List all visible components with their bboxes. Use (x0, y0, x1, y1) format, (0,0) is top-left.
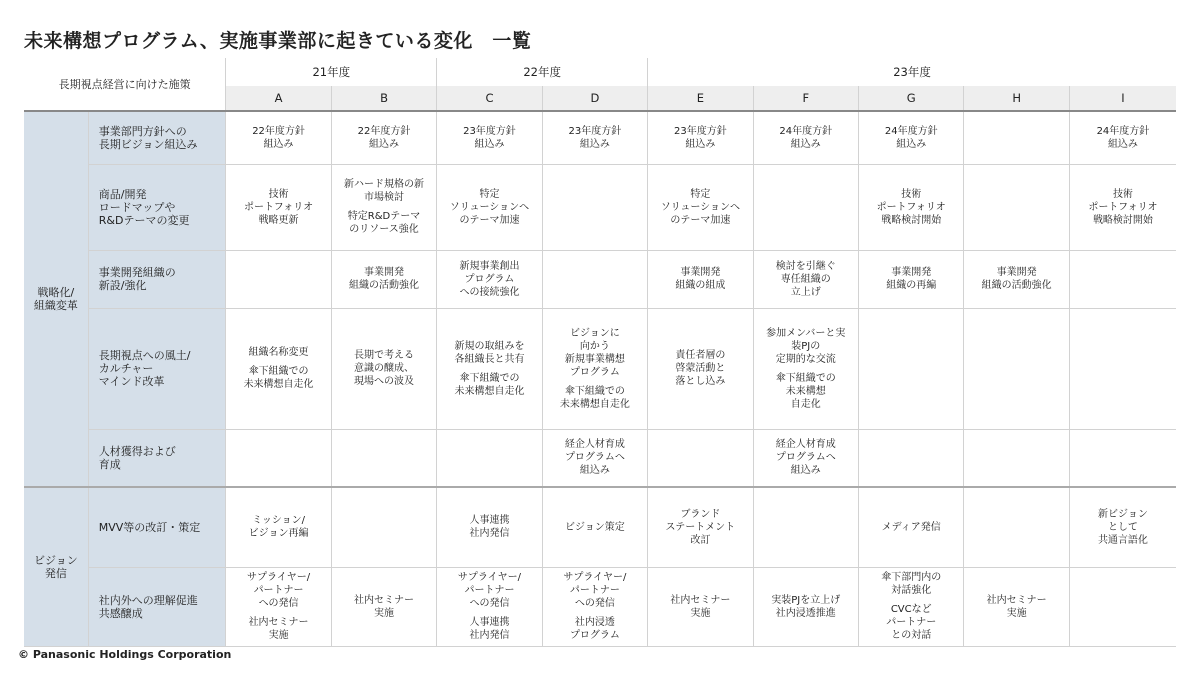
copyright-footer: © Panasonic Holdings Corporation (18, 648, 232, 661)
cell-text: 事業開発 組織の再編 (886, 267, 937, 291)
table-cell-f (753, 487, 858, 567)
cell-text: ビジョン策定 (564, 521, 625, 533)
change-summary-table (24, 58, 1176, 647)
page-title: 未来構想プログラム、実施事業部に起きている変化 一覧 (24, 30, 532, 52)
table-cell-b (331, 308, 436, 429)
table-cell-g (859, 250, 964, 308)
table-cell-f (753, 250, 858, 308)
table-cell-f (753, 429, 858, 487)
cell-text: 人事連携 社内発信 (469, 617, 510, 641)
cell-text: 特定R&Dテーマ のリソース強化 (347, 211, 421, 235)
table-cell-h (964, 164, 1069, 250)
cell-text: 23年度方針 組込み (673, 125, 727, 150)
cell-text: 事業開発 組織の活動強化 (349, 267, 419, 291)
table-cell-g (859, 164, 964, 250)
table-cell-g (859, 429, 964, 487)
table-cell-d (542, 429, 647, 487)
row-label: 商品/開発 ロードマップや R&Dテーマの変更 (98, 187, 190, 227)
cell-text: 傘下組織での 未来構想自走化 (559, 385, 630, 410)
cell-text: 23年度方針 組込み (463, 125, 516, 150)
cell-text: 実装PJを立上げ 社内浸透推進 (771, 594, 841, 619)
table-row (24, 429, 1176, 487)
table-cell-a (226, 567, 331, 646)
table-cell-c (437, 487, 542, 567)
table-cell-e (648, 487, 753, 567)
policy-header: 長期視点経営に向けた施策 (24, 58, 226, 111)
table-cell-b (331, 111, 436, 164)
cell-text: 社内セミナー 実施 (670, 594, 731, 619)
table-cell-h (964, 567, 1069, 646)
cell-text: 22年度方針 組込み (252, 125, 305, 150)
table-cell-g (859, 308, 964, 429)
column-header-d: D (542, 86, 647, 111)
cell-text: 新ビジョン として 共通言語化 (1097, 508, 1148, 546)
column-header-g: G (859, 86, 964, 111)
table-cell-a (226, 308, 331, 429)
cell-text: 傘下組織での 未来構想自走化 (243, 366, 314, 390)
cell-text: サプライヤー/ パートナー への発信 (563, 572, 627, 609)
cell-text: 傘下部門内の 対話強化 (881, 572, 942, 596)
year-header-23: 23年度 (648, 58, 1176, 86)
cell-text: ブランド ステートメント 改訂 (665, 508, 736, 546)
category-label: 戦略化/ 組織変革 (33, 286, 78, 312)
table-row (24, 250, 1176, 308)
table-cell-e (648, 429, 753, 487)
row-label-cell (88, 567, 226, 646)
cell-text: 検討を引継ぐ 専任組織の 立上げ (775, 260, 836, 298)
cell-text: 社内浸透 プログラム (569, 617, 620, 641)
category-label: ビジョン 発信 (33, 553, 78, 580)
table-cell-c (437, 429, 542, 487)
table-cell-e (648, 308, 753, 429)
table-cell-c (437, 111, 542, 164)
cell-text: 技術 ポートフォリオ 戦略更新 (244, 188, 314, 226)
table-cell-c (437, 567, 542, 646)
cell-text: 傘下組織での 未来構想自走化 (454, 372, 525, 397)
row-label: 人材獲得および 育成 (98, 444, 176, 471)
column-header-a: A (226, 86, 331, 111)
table-cell-e (648, 250, 753, 308)
cell-text: 社内セミナー 実施 (986, 594, 1047, 619)
table-body (24, 111, 1176, 646)
row-label: 事業部門方針への 長期ビジョン組込み (98, 124, 198, 151)
cell-text: サプライヤー/ パートナー への発信 (247, 572, 311, 609)
table-cell-i (1069, 164, 1176, 250)
cell-text: 経企人材育成 プログラムへ 組込み (775, 439, 836, 477)
cell-text: 特定 ソリューションへ のテーマ加速 (660, 188, 740, 226)
table-cell-d (542, 567, 647, 646)
table-cell-f (753, 111, 858, 164)
column-header-b: B (331, 86, 436, 111)
table-cell-i (1069, 567, 1176, 646)
cell-text: 参加メンバーと実 装PJの 定期的な交流 (766, 327, 846, 365)
cell-text: 24年度方針 組込み (884, 125, 938, 150)
column-header-h: H (964, 86, 1069, 111)
table-cell-c (437, 164, 542, 250)
table-cell-e (648, 164, 753, 250)
row-label-cell (88, 250, 226, 308)
table-cell-h (964, 487, 1069, 567)
table-cell-f (753, 308, 858, 429)
table-cell-b (331, 164, 436, 250)
table-cell-i (1069, 111, 1176, 164)
table-cell-g (859, 567, 964, 646)
table-cell-i (1069, 308, 1176, 429)
table-cell-a (226, 250, 331, 308)
cell-text: 傘下組織での 未来構想 自走化 (775, 372, 836, 410)
table-row (24, 308, 1176, 429)
table-cell-d (542, 487, 647, 567)
cell-text: 24年度方針 組込み (779, 125, 833, 150)
column-header-f: F (753, 86, 858, 111)
row-label: 社内外への理解促進 共感醸成 (98, 593, 198, 620)
column-header-c: C (437, 86, 542, 111)
cell-text: 技術 ポートフォリオ 戦略検討開始 (1088, 188, 1158, 226)
table-cell-b (331, 487, 436, 567)
table-cell-i (1069, 487, 1176, 567)
table-cell-h (964, 308, 1069, 429)
row-label-cell (88, 164, 226, 250)
year-header-21: 21年度 (226, 58, 437, 86)
table-cell-d (542, 250, 647, 308)
table-cell-c (437, 250, 542, 308)
cell-text: 事業開発 組織の活動強化 (981, 267, 1052, 291)
cell-text: 責任者層の 啓蒙活動と 落とし込み (675, 350, 726, 387)
cell-text: 社内セミナー 実施 (354, 594, 414, 619)
cell-text: 23年度方針 組込み (568, 125, 622, 150)
cell-text: 人事連携 社内発信 (469, 515, 510, 540)
table-cell-d (542, 111, 647, 164)
table-cell-b (331, 429, 436, 487)
table-cell-c (437, 308, 542, 429)
row-label-cell (88, 429, 226, 487)
category-cell-vision (24, 487, 88, 646)
cell-text: 新規の取組みを 各組織長と共有 (454, 340, 525, 365)
cell-text: CVCなど パートナー との対話 (886, 604, 937, 641)
cell-text: 長期で考える 意識の醸成、 現場への波及 (354, 350, 414, 387)
table-cell-e (648, 567, 753, 646)
table-cell-f (753, 164, 858, 250)
header-year-row (24, 58, 1176, 86)
table-row (24, 164, 1176, 250)
row-label-cell (88, 487, 226, 567)
cell-text: 22年度方針 組込み (357, 125, 411, 150)
cell-text: 技術 ポートフォリオ 戦略検討開始 (876, 188, 946, 226)
table-cell-h (964, 111, 1069, 164)
row-label: MVV等の改訂・策定 (98, 520, 201, 534)
cell-text: 24年度方針 組込み (1096, 125, 1150, 150)
table-cell-f (753, 567, 858, 646)
table-cell-i (1069, 429, 1176, 487)
column-header-e: E (648, 86, 753, 111)
table-cell-b (331, 567, 436, 646)
cell-text: 社内セミナー 実施 (248, 617, 309, 641)
table-cell-a (226, 487, 331, 567)
table-cell-h (964, 429, 1069, 487)
table-cell-d (542, 308, 647, 429)
table-row (24, 111, 1176, 164)
cell-text: 経企人材育成 プログラムへ 組込み (564, 439, 625, 477)
row-label-cell (88, 308, 226, 429)
table-cell-g (859, 111, 964, 164)
cell-text: 事業開発 組織の組成 (675, 267, 726, 291)
table-row (24, 567, 1176, 646)
table-cell-b (331, 250, 436, 308)
cell-text: 新規事業創出 プログラム への接続強化 (459, 260, 520, 298)
table-cell-h (964, 250, 1069, 308)
category-cell-strategy (24, 111, 88, 487)
row-label: 長期視点への風土/ カルチャー マインド改革 (98, 349, 191, 388)
table-cell-d (542, 164, 647, 250)
table-cell-a (226, 429, 331, 487)
table-cell-e (648, 111, 753, 164)
cell-text: 特定 ソリューションへ のテーマ加速 (449, 188, 530, 226)
table-cell-a (226, 164, 331, 250)
column-header-i: I (1069, 86, 1176, 111)
cell-text: 組織名称変更 (248, 347, 309, 358)
cell-text: ビジョンに 向かう 新規事業構想 プログラム (564, 327, 625, 378)
row-label: 事業開発組織の 新設/強化 (98, 266, 176, 292)
table-cell-a (226, 111, 331, 164)
year-header-22: 22年度 (437, 58, 648, 86)
cell-text: 新ハード規格の新 市場検討 (344, 179, 424, 203)
table-row (24, 487, 1176, 567)
cell-text: ミッション/ ビジョン再編 (248, 515, 309, 540)
table-cell-i (1069, 250, 1176, 308)
row-label-cell (88, 111, 226, 164)
cell-text: サプライヤー/ パートナー への発信 (457, 572, 521, 609)
table-cell-g (859, 487, 964, 567)
cell-text: メディア発信 (881, 521, 941, 533)
